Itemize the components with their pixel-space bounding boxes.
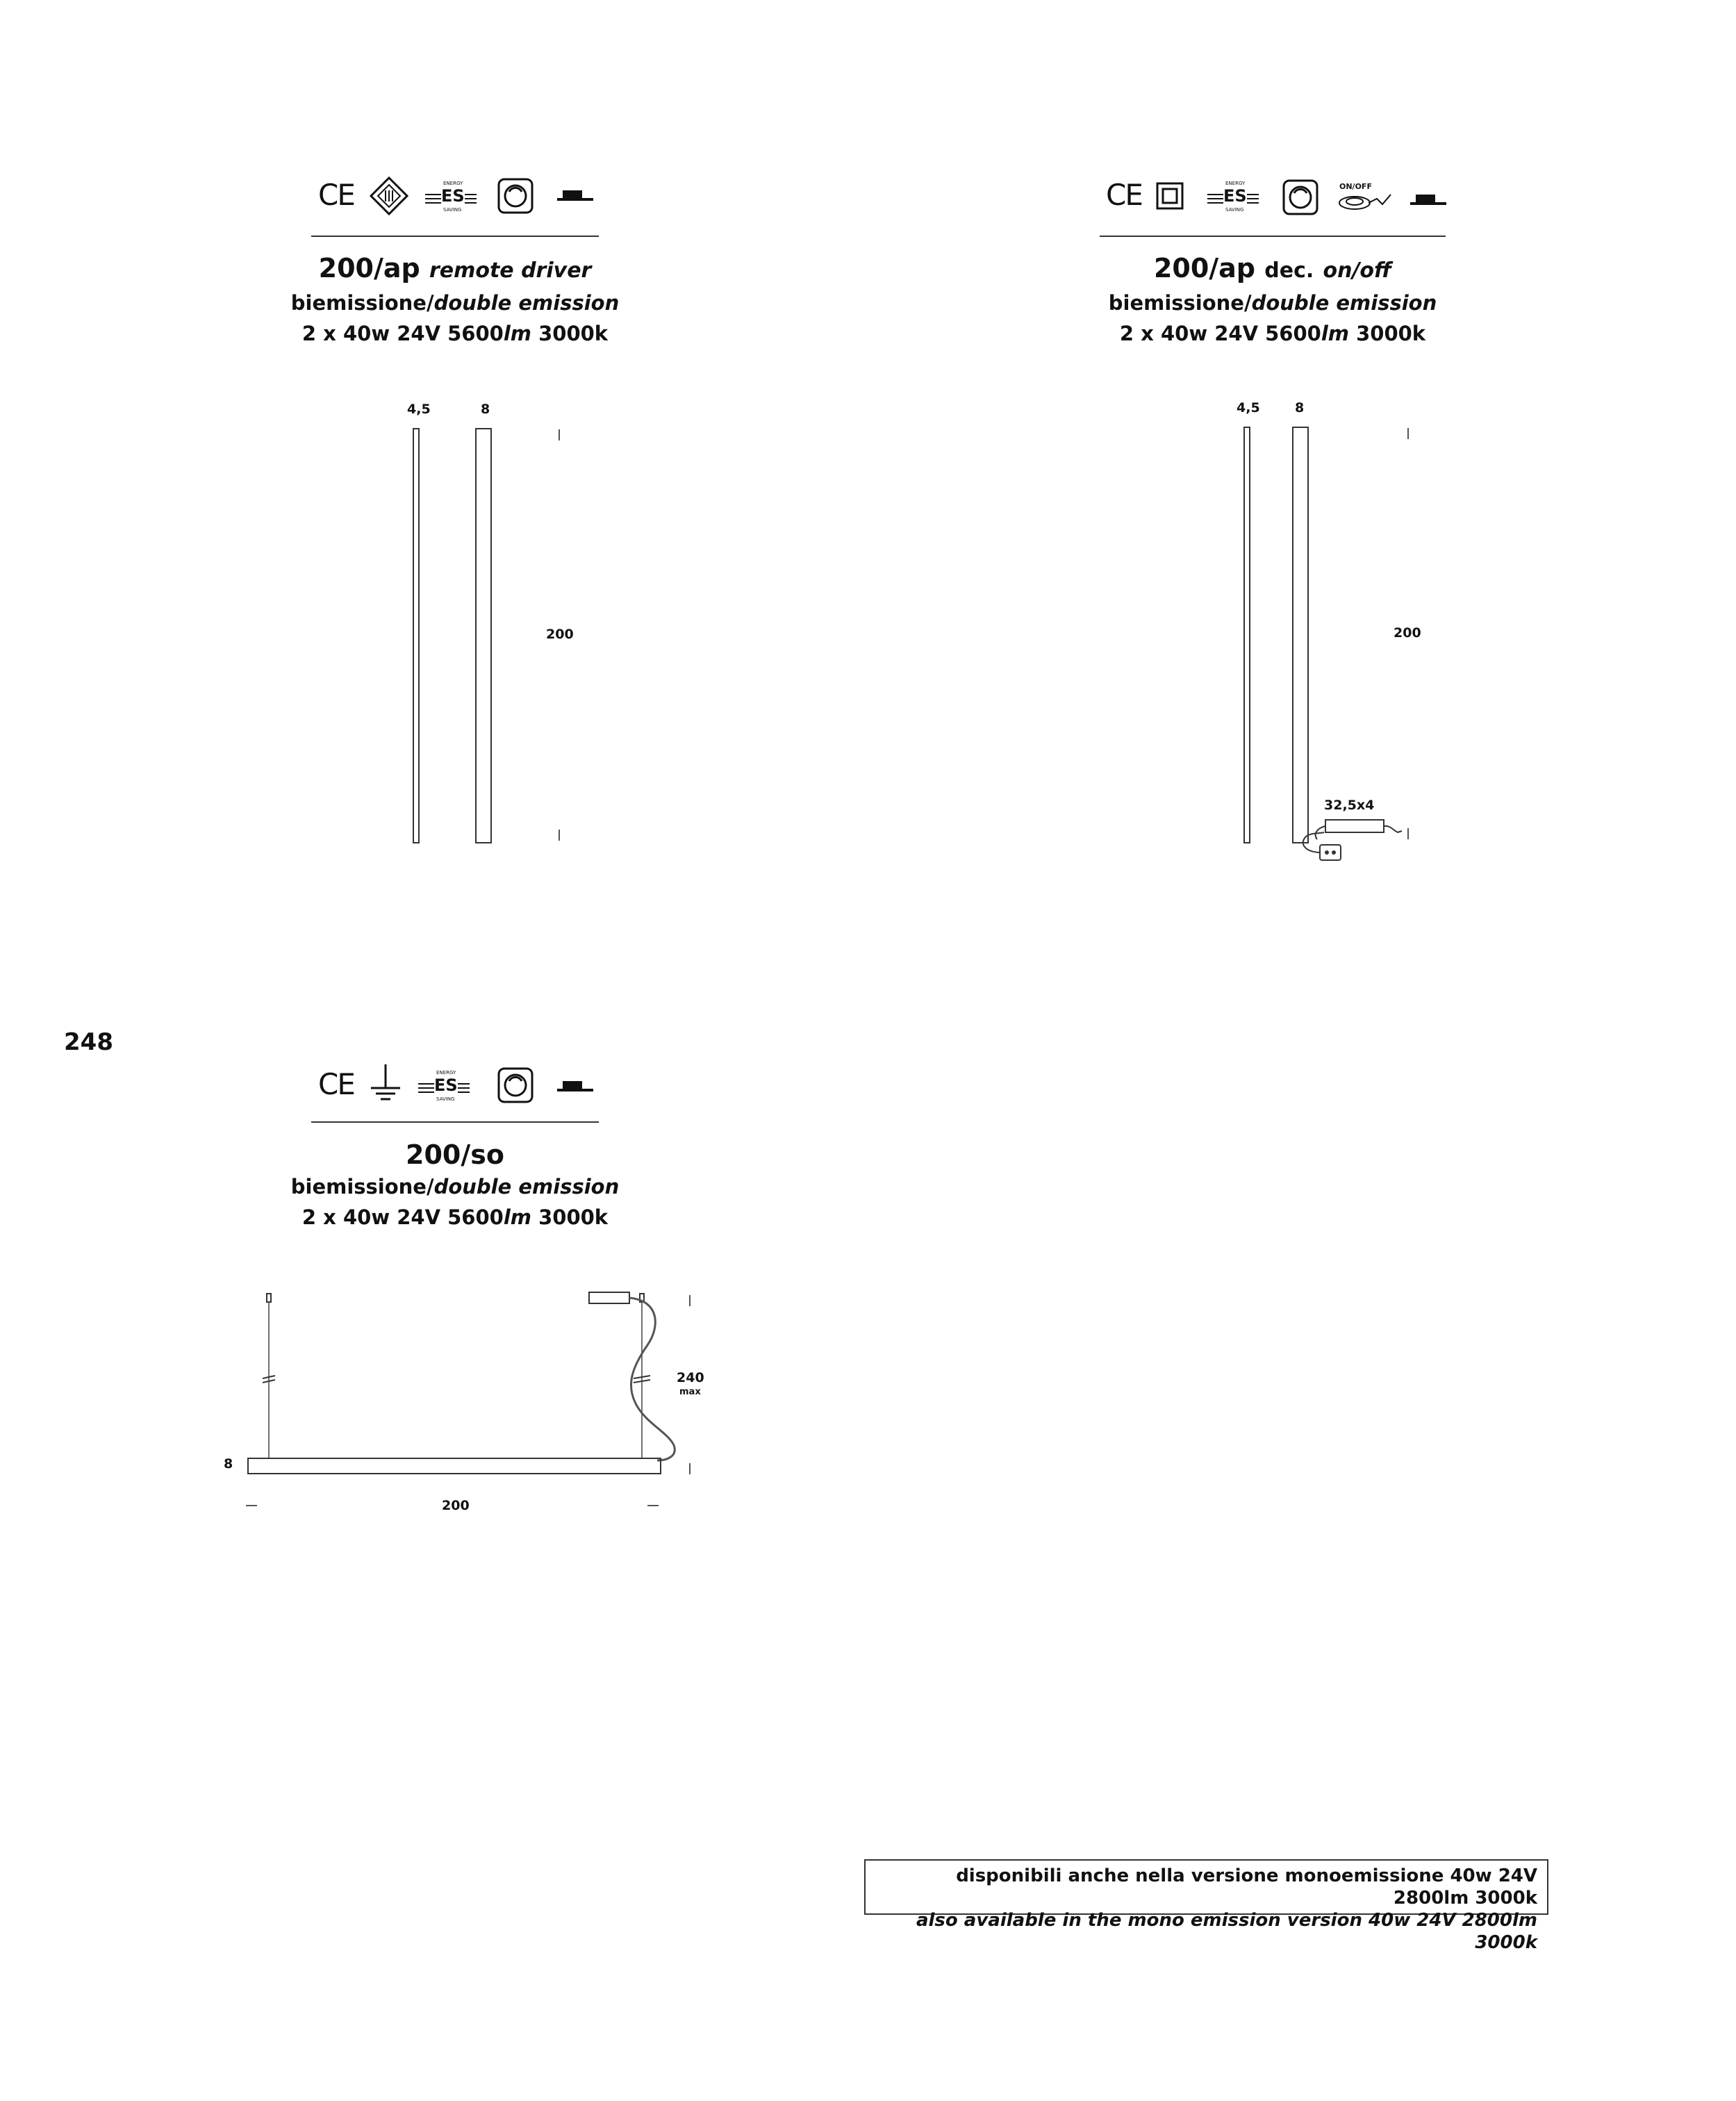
availability-note	[864, 1859, 1548, 1953]
model-name-2: 200/ap	[1153, 253, 1256, 283]
divider-2	[1100, 236, 1446, 237]
product-title-3	[281, 1138, 629, 1171]
height-tick-top-2	[1407, 428, 1409, 439]
ce-mark-icon: CE	[318, 178, 354, 212]
height-tick-top-1	[559, 429, 560, 440]
switch-label: ON/OFF	[1339, 182, 1372, 191]
wall-lamp-diagram-2	[1223, 396, 1431, 882]
variant-name-1: remote driver	[429, 258, 592, 283]
suspension-cables	[215, 1278, 729, 1529]
drop-tick-bottom	[689, 1463, 691, 1474]
wall-lamp-diagram-1	[389, 396, 597, 862]
profile-front-1	[475, 428, 492, 843]
suspension-lamp-diagram	[215, 1278, 729, 1529]
spec-temp-1: 3000k	[531, 322, 609, 345]
dim-driver-2: 32,5x4	[1324, 798, 1375, 813]
energy-saving-icon	[418, 1070, 470, 1103]
certification-icons-1	[313, 174, 604, 222]
spec-power-2: 2 x 40w 24V 5600	[1119, 322, 1321, 345]
spec-line-1	[281, 318, 629, 349]
earth-ground-icon	[368, 1064, 403, 1103]
emission-en-3: double emission	[433, 1175, 620, 1198]
spec-temp-3: 3000k	[531, 1205, 609, 1229]
page-number: 248	[64, 1028, 113, 1056]
profile-side-2	[1243, 427, 1250, 843]
certification-icons-3	[313, 1063, 604, 1112]
emission-it-2: biemissione/	[1108, 291, 1252, 315]
on-off-switch-icon	[1337, 182, 1392, 214]
emission-it-3: biemissione/	[290, 1175, 434, 1198]
ce-mark-icon: CE	[1106, 178, 1142, 212]
spec-line-2	[1099, 318, 1446, 349]
product-header-3	[281, 1138, 629, 1233]
dimmable-icon	[497, 1067, 534, 1103]
model-name-3: 200/so	[406, 1139, 504, 1170]
energy-mark-text: ES	[434, 1076, 458, 1095]
divider-3	[311, 1121, 599, 1123]
energy-top-text: ENERGY	[436, 1070, 456, 1076]
emission-line-2	[1099, 288, 1446, 318]
dim-width-back-1: 4,5	[407, 402, 431, 417]
dimmable-icon	[1282, 179, 1318, 215]
divider-1	[311, 236, 599, 237]
certification-icons-2	[1105, 174, 1452, 222]
energy-mark-text: ES	[1223, 186, 1247, 206]
energy-top-text: ENERGY	[443, 181, 463, 186]
spec-unit-1: lm	[503, 322, 531, 345]
lamp-body-horizontal	[247, 1458, 661, 1474]
emission-line-1	[281, 288, 629, 318]
spec-power-3: 2 x 40w 24V 5600	[301, 1205, 504, 1229]
dim-height-1: 200	[546, 627, 574, 642]
drop-tick-top	[689, 1295, 691, 1306]
dim-depth-2: 8	[1295, 400, 1305, 415]
spec-unit-3: lm	[503, 1205, 531, 1229]
dim-lamp-height: 8	[224, 1456, 233, 1472]
length-tick-left	[246, 1505, 257, 1506]
ce-mark-icon: CE	[318, 1067, 354, 1101]
driver-box-icon	[1292, 816, 1431, 892]
dim-height-2: 200	[1394, 625, 1421, 641]
led-strip-icon	[1410, 195, 1446, 208]
product-title-2	[1099, 252, 1446, 288]
energy-saving-icon	[425, 181, 477, 214]
variant-prefix-2: dec.	[1264, 258, 1314, 283]
dim-drop-note: max	[679, 1387, 701, 1397]
note-italian: disponibili anche nella versione monoemissione 40w 24V 2800lm 3000k	[956, 1865, 1537, 1909]
model-name-1: 200/ap	[318, 253, 420, 283]
class-iii-icon	[370, 176, 408, 215]
spec-line-3	[281, 1202, 629, 1233]
emission-en-2: double emission	[1251, 291, 1437, 315]
spec-power-1: 2 x 40w 24V 5600	[301, 322, 504, 345]
energy-mark-text: ES	[441, 186, 465, 206]
energy-bottom-text: SAVING	[1225, 207, 1244, 213]
dim-drop: 240	[677, 1370, 704, 1385]
profile-side-1	[413, 428, 420, 843]
emission-en-1: double emission	[433, 291, 620, 315]
note-english: also available in the mono emission version 40w 24V 2800lm 3000k	[916, 1910, 1537, 1953]
variant-name-2: on/off	[1323, 258, 1392, 283]
product-header-1	[281, 252, 629, 349]
spec-unit-2: lm	[1321, 322, 1349, 345]
class-ii-icon	[1156, 182, 1184, 210]
length-tick-right	[647, 1505, 659, 1506]
spec-temp-2: 3000k	[1349, 322, 1426, 345]
product-title-1	[281, 252, 629, 288]
led-strip-icon	[557, 1081, 593, 1095]
led-strip-icon	[557, 190, 593, 204]
dim-depth-1: 8	[481, 402, 490, 417]
emission-line-3	[281, 1171, 629, 1202]
emission-it-1: biemissione/	[290, 291, 434, 315]
dim-width-back-2: 4,5	[1237, 400, 1260, 415]
profile-front-2	[1292, 427, 1309, 843]
energy-top-text: ENERGY	[1225, 181, 1246, 186]
dimmable-icon	[497, 178, 534, 214]
energy-saving-icon	[1207, 181, 1259, 214]
product-header-2	[1099, 252, 1446, 349]
energy-bottom-text: SAVING	[436, 1096, 455, 1102]
energy-bottom-text: SAVING	[443, 207, 462, 213]
dim-lamp-length: 200	[442, 1498, 470, 1513]
height-tick-bottom-1	[559, 830, 560, 841]
